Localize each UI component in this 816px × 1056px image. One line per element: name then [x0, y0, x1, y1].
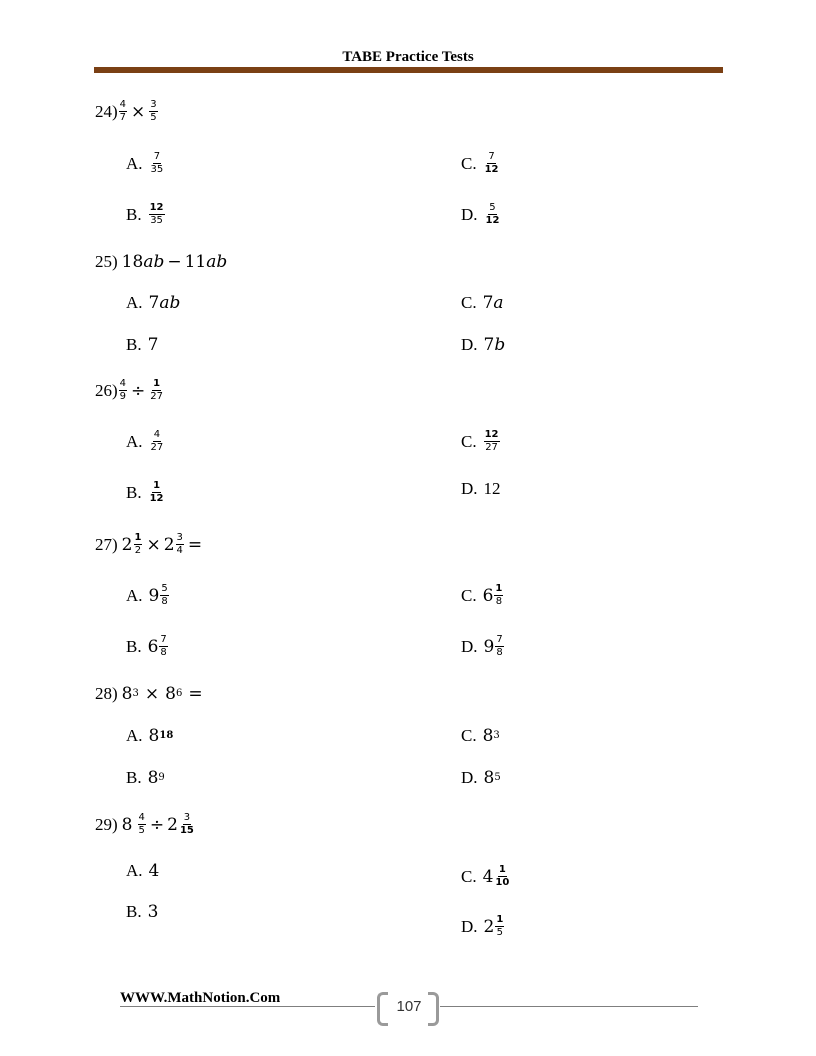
option-label: D.	[461, 204, 478, 224]
option-label: D.	[461, 335, 478, 354]
whole: 6	[482, 585, 494, 606]
denominator: 15	[179, 825, 194, 836]
base: 8	[121, 684, 133, 704]
whole: 2	[483, 916, 495, 937]
denominator: 27	[485, 442, 498, 453]
whole: 2	[163, 534, 175, 555]
denominator: 8	[495, 596, 503, 607]
option-24b	[126, 203, 166, 226]
whole: 2	[121, 534, 133, 555]
fraction	[179, 813, 195, 836]
fraction	[149, 481, 165, 504]
numerator: 4	[119, 378, 127, 389]
fraction	[494, 865, 510, 888]
numerator: 7	[153, 151, 161, 162]
page-number: 107	[396, 998, 422, 1015]
question-25	[95, 252, 227, 272]
denominator: 8	[160, 647, 167, 658]
option-29d	[461, 915, 505, 938]
numerator: 12	[149, 202, 164, 213]
value: 7	[147, 335, 159, 355]
denominator: 4	[176, 545, 183, 556]
numerator: 7	[488, 151, 495, 162]
option-label: A.	[126, 861, 143, 880]
denominator: 27	[150, 442, 164, 453]
operator: ×	[131, 101, 146, 122]
base: 8	[482, 726, 494, 746]
operator: −	[167, 252, 182, 272]
denominator: 8	[496, 647, 503, 658]
option-28a: A. 8 18	[126, 726, 174, 746]
question-29	[95, 813, 196, 836]
option-label: D.	[461, 636, 478, 656]
fraction	[150, 430, 165, 453]
operator: ÷	[131, 380, 146, 401]
numerator: 1	[153, 378, 161, 389]
operator: ÷	[149, 814, 165, 835]
option-label: C.	[461, 293, 477, 312]
page-header-title: TABE Practice Tests	[342, 49, 474, 65]
option-28c: C. 8 3	[461, 726, 500, 746]
base: 8	[147, 768, 159, 788]
option-26a	[126, 430, 165, 453]
option-label: A.	[126, 293, 143, 312]
fraction	[494, 584, 503, 607]
term: 18	[121, 252, 144, 272]
base: 8	[483, 768, 495, 788]
variable: b	[494, 335, 506, 355]
numerator: 1	[498, 864, 506, 875]
question-24	[95, 100, 159, 123]
question-number: 28)	[95, 684, 118, 703]
denominator: 2	[134, 545, 142, 556]
option-label: A.	[126, 726, 143, 745]
denominator: 5	[138, 825, 145, 836]
option-24a	[126, 152, 165, 175]
option-label: A.	[126, 153, 143, 173]
option-label: B.	[126, 335, 142, 354]
whole: 8	[121, 814, 133, 835]
fraction	[119, 100, 127, 123]
option-25a	[126, 293, 180, 313]
variable: ab	[143, 252, 165, 272]
variable: ab	[206, 252, 228, 272]
option-29b	[126, 902, 158, 922]
page-number-bracket-left	[377, 992, 388, 1026]
variable: a	[493, 293, 504, 313]
option-28b: B. 8 9	[126, 768, 165, 788]
question-27	[95, 533, 205, 556]
denominator: 10	[495, 877, 510, 888]
fraction	[495, 635, 503, 658]
fraction	[149, 379, 164, 402]
whole: 4	[482, 866, 494, 887]
operator: ×	[146, 534, 161, 555]
option-label: C.	[461, 866, 477, 886]
option-label: D.	[461, 916, 478, 936]
numerator: 3	[176, 532, 183, 543]
value: 7	[483, 335, 495, 355]
numerator: 1	[153, 480, 161, 491]
numerator: 4	[138, 812, 145, 823]
fraction	[485, 203, 501, 226]
fraction	[484, 152, 500, 175]
option-label: A.	[126, 585, 143, 605]
question-28: 28) 8 3 × 8 6 =	[95, 684, 203, 704]
value: 4	[148, 861, 160, 881]
option-27a	[126, 584, 170, 607]
option-label: D.	[461, 479, 478, 498]
option-26c	[461, 430, 501, 453]
option-27b	[126, 635, 169, 658]
denominator: 9	[119, 391, 127, 402]
footer-rule-left	[120, 1006, 375, 1007]
fraction	[134, 533, 143, 556]
fraction	[495, 915, 504, 938]
option-27c	[461, 584, 504, 607]
value: 7	[148, 293, 160, 313]
denominator: 5	[496, 927, 504, 938]
question-number: 29)	[95, 814, 118, 834]
denominator: 5	[150, 112, 157, 123]
option-26d	[461, 479, 501, 499]
variable: ab	[159, 293, 181, 313]
option-25b	[126, 335, 158, 355]
page-number-bracket-right	[428, 992, 439, 1026]
option-label: C.	[461, 585, 477, 605]
option-25c	[461, 293, 504, 313]
option-label: C.	[461, 726, 477, 745]
numerator: 3	[183, 812, 191, 823]
option-label: B.	[126, 636, 142, 656]
fraction	[150, 152, 165, 175]
option-29c	[461, 865, 511, 888]
numerator: 7	[496, 634, 503, 645]
option-label: B.	[126, 204, 142, 224]
option-24d	[461, 203, 501, 226]
numerator: 5	[489, 202, 496, 213]
option-label: B.	[126, 768, 142, 787]
whole: 9	[148, 585, 160, 606]
numerator: 12	[484, 429, 499, 440]
value: 7	[482, 293, 494, 313]
option-label: B.	[126, 902, 142, 921]
option-label: A.	[126, 431, 143, 451]
fraction	[138, 813, 146, 836]
denominator: 8	[161, 596, 168, 607]
term: 11	[184, 252, 207, 272]
fraction	[176, 533, 184, 556]
equals: =	[187, 534, 203, 555]
fraction	[149, 203, 165, 226]
question-number: 27)	[95, 534, 118, 554]
fraction	[484, 430, 500, 453]
numerator: 1	[496, 914, 504, 925]
value: 3	[147, 902, 159, 922]
footer-website: WWW.MathNotion.Com	[120, 990, 281, 1006]
question-number: 24)	[95, 101, 118, 121]
numerator: 1	[495, 583, 503, 594]
numerator: 4	[153, 429, 161, 440]
denominator: 12	[485, 215, 500, 226]
fraction	[159, 635, 167, 658]
question-number: 26)	[95, 380, 118, 400]
denominator: 7	[119, 112, 127, 123]
whole: 6	[147, 636, 159, 657]
numerator: 3	[150, 99, 157, 110]
option-label: C.	[461, 153, 477, 173]
header-rule	[94, 67, 723, 73]
option-26b	[126, 481, 166, 504]
option-label: B.	[126, 482, 142, 502]
option-27d	[461, 635, 505, 658]
fraction	[119, 379, 127, 402]
numerator: 7	[160, 634, 167, 645]
operator: ×	[144, 684, 160, 704]
fraction	[160, 584, 168, 607]
option-24c	[461, 152, 501, 175]
numerator: 1	[134, 532, 142, 543]
fraction	[149, 100, 157, 123]
option-25d	[461, 335, 505, 355]
denominator: 35	[150, 164, 164, 175]
option-label: C.	[461, 431, 477, 451]
whole: 2	[167, 814, 178, 835]
question-26	[95, 379, 165, 402]
option-29a	[126, 861, 159, 881]
footer-rule-right	[440, 1006, 698, 1007]
equals: =	[188, 684, 203, 704]
base: 8	[165, 684, 176, 704]
denominator: 27	[150, 391, 164, 402]
whole: 9	[483, 636, 495, 657]
value: 12	[483, 479, 501, 498]
denominator: 12	[484, 164, 499, 175]
denominator: 35	[150, 215, 163, 226]
question-number: 25)	[95, 252, 118, 271]
denominator: 12	[149, 493, 164, 504]
numerator: 5	[161, 583, 168, 594]
option-28d: D. 8 5	[461, 768, 501, 788]
option-label: D.	[461, 768, 478, 787]
numerator: 4	[119, 99, 127, 110]
base: 8	[148, 726, 160, 746]
